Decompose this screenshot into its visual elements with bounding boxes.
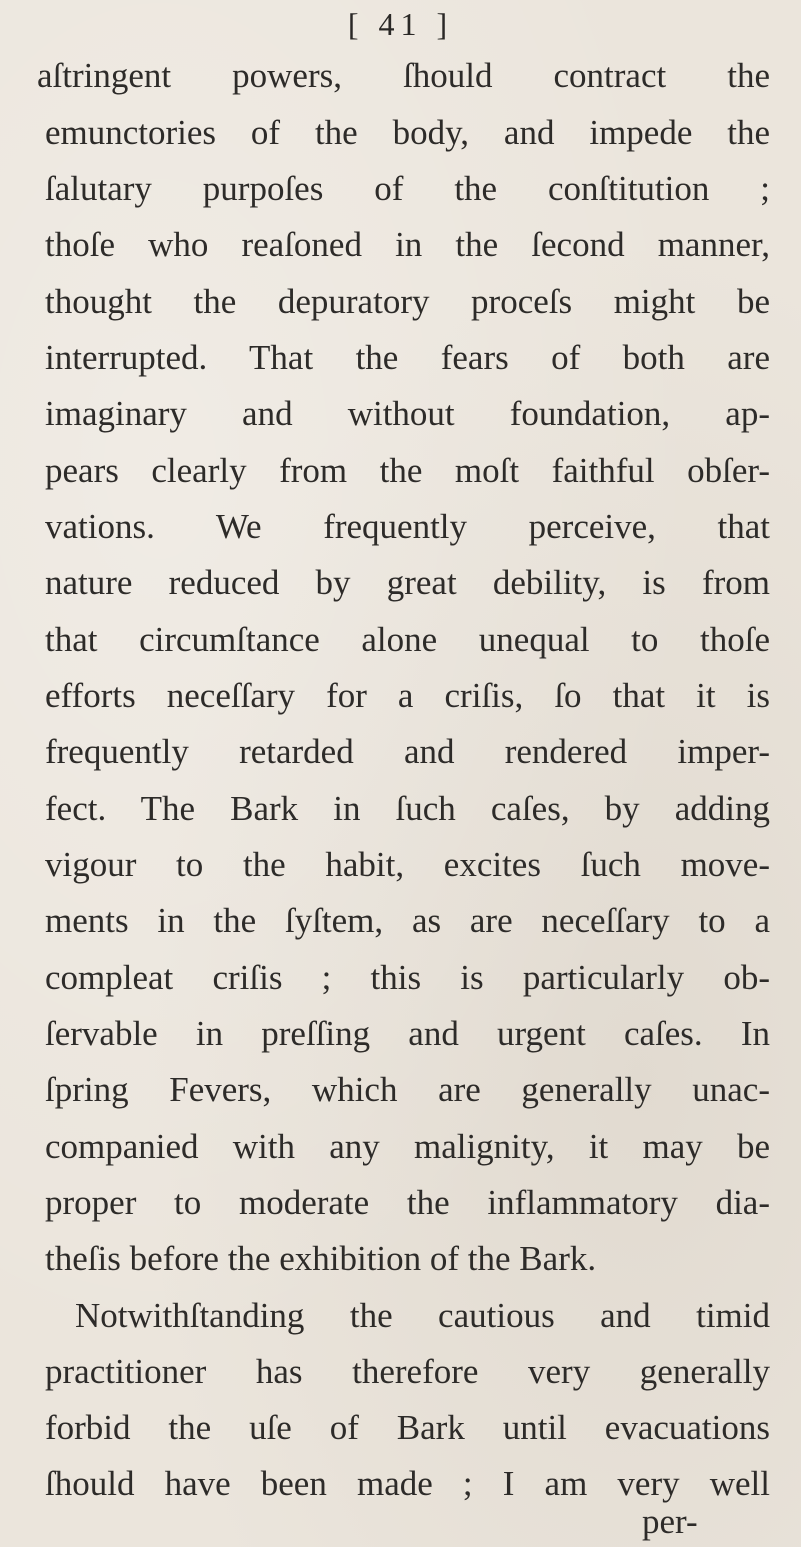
text-line: vations. We frequently perceive, that — [45, 507, 770, 546]
text-line: ſervable in preſſing and urgent caſes. In — [45, 1014, 770, 1053]
text-line: fect. The Bark in ſuch caſes, by adding — [45, 789, 770, 828]
text-line: emunctories of the body, and impede the — [45, 113, 770, 152]
text-line: efforts neceſſary for a criſis, ſo that it is — [45, 676, 770, 715]
text-line: ſhould have been made ; I am very well — [45, 1464, 770, 1503]
text-line: vigour to the habit, excites ſuch move- — [45, 845, 770, 884]
text-line: imaginary and without foundation, ap- — [45, 394, 770, 433]
page-number-header: [ 41 ] — [347, 6, 454, 42]
text-line: pears clearly from the moſt faithful obſer- — [45, 451, 770, 490]
text-line: proper to moderate the inflammatory dia- — [45, 1183, 770, 1222]
catchword: per- — [642, 1502, 698, 1541]
text-line: thoſe who reaſoned in the ſecond manner, — [45, 225, 770, 264]
text-line: interrupted. That the fears of both are — [45, 338, 770, 377]
text-line: practitioner has therefore very generally — [45, 1352, 770, 1391]
text-line: forbid the uſe of Bark until evacuations — [45, 1408, 770, 1447]
text-line: ſpring Fevers, which are generally unac- — [45, 1070, 770, 1109]
text-line: ſalutary purpoſes of the conſtitution ; — [45, 169, 770, 208]
text-line: aſtringent powers, ſhould contract the — [37, 56, 770, 95]
text-line: compleat criſis ; this is particularly ob- — [45, 958, 770, 997]
text-line: thought the depuratory proceſs might be — [45, 282, 770, 321]
text-line: frequently retarded and rendered imper- — [45, 732, 770, 771]
text-line: theſis before the exhibition of the Bark. — [45, 1239, 597, 1278]
text-line: companied with any malignity, it may be — [45, 1127, 770, 1166]
text-line: ments in the ſyſtem, as are neceſſary to a — [45, 901, 770, 940]
text-line: nature reduced by great debility, is from — [45, 563, 770, 602]
text-line: Notwithſtanding the cautious and timid — [75, 1296, 770, 1335]
text-line: that circumſtance alone unequal to thoſe — [45, 620, 770, 659]
